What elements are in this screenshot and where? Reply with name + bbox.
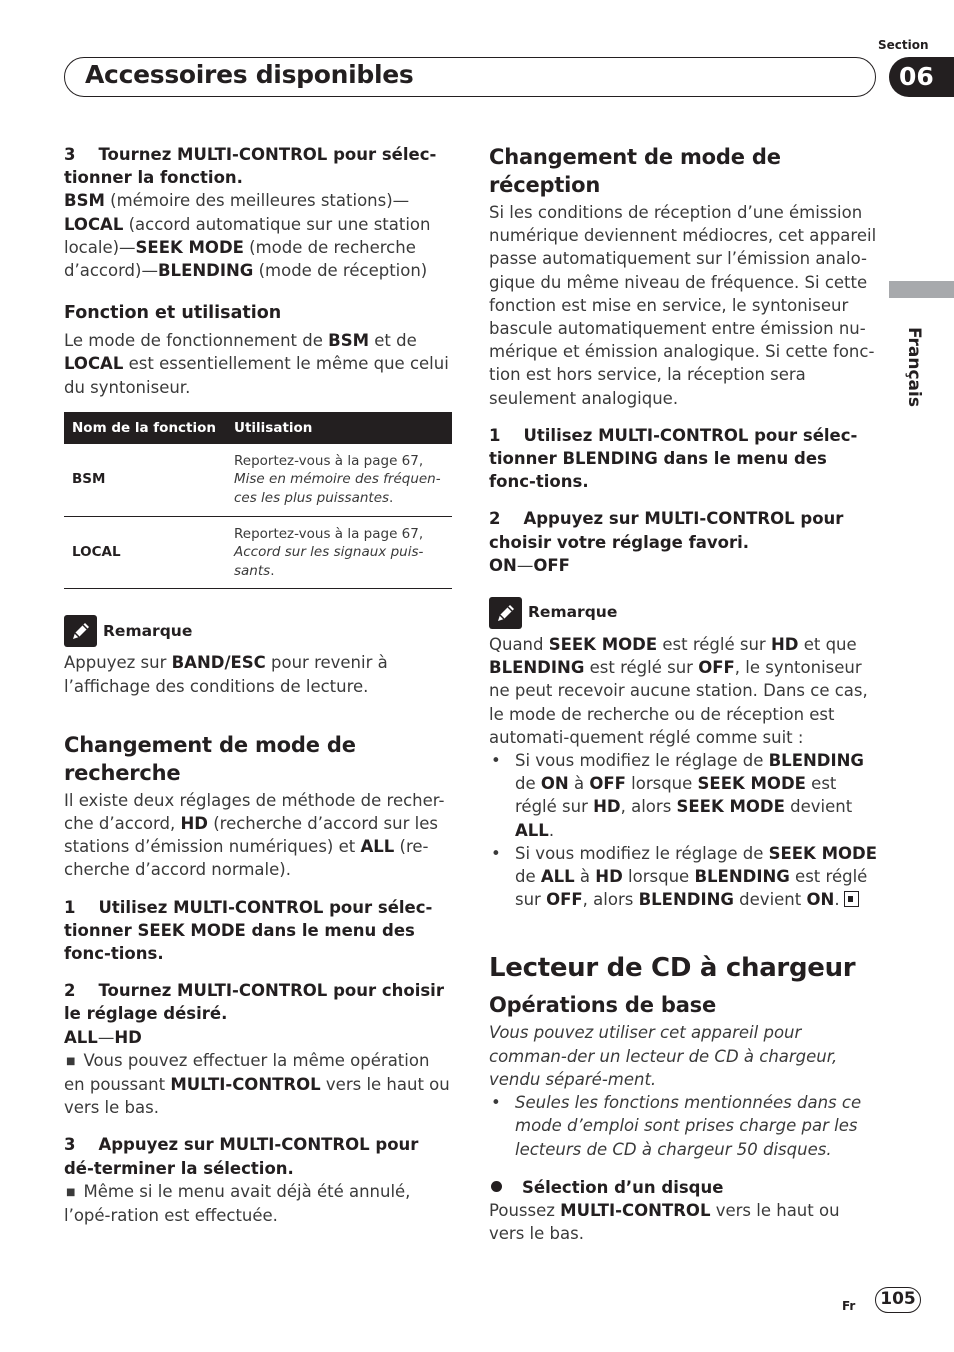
disc-selection-body: Poussez MULTI-CONTROL vers le haut ou vers le bas. [489, 1200, 840, 1244]
table-header-name: Nom de la fonction [64, 412, 226, 444]
table-header-row [64, 412, 452, 444]
step-3-confirm: 3 Appuyez sur MULTI-CONTROL pour dé-terminer la sélection. [64, 1135, 419, 1178]
pencil-icon [64, 615, 97, 647]
list-item: • Si vous modifiez le réglage de SEEK MODE de ALL à HD lorsque BLENDING est réglé sur OFF, alors BLENDING devient ON. [489, 842, 877, 912]
table-header-usage: Utilisation [226, 412, 452, 444]
step-2-favorite: 2 Appuyez sur MULTI-CONTROL pour choisir votre réglage favori. [489, 509, 844, 552]
table-row [64, 444, 452, 516]
square-bullet-icon: ■ [66, 1186, 76, 1198]
table-cell-name: BSM [64, 444, 226, 516]
remark-heading: Remarque [489, 597, 877, 629]
fonction-body: Le mode de fonctionnement de BSM et de LOCAL est essentiellement le même que celui du syntoniseur. [64, 331, 449, 397]
page-title: Accessoires disponibles [85, 60, 414, 89]
table-cell-name: LOCAL [64, 516, 226, 589]
step-3-select-function: 3 Tournez MULTI-CONTROL pour sélec-tionner la fonction. [64, 145, 437, 188]
basic-operations-heading: Opérations de base [489, 993, 717, 1018]
recherche-body: Il existe deux réglages de méthode de recher-che d’accord, HD (recherche d’accord sur les stations d’émission numériques) et ALL (re-cherche d’accord normale). [64, 790, 445, 880]
recherche-heading: Changement de mode de recherche [64, 732, 356, 785]
disc-selection-heading: Sélection d’un disque [489, 1176, 877, 1199]
table-cell-usage: Reportez-vous à la page 67, Mise en mémoire des fréquen-ces les plus puissantes. [226, 444, 452, 516]
table-cell-usage: Reportez-vous à la page 67, Accord sur les signaux puis-sants. [226, 516, 452, 589]
footer-language: Fr [842, 1299, 856, 1313]
step-1-blending: 1 Utilisez MULTI-CONTROL pour sélec-tionner BLENDING dans le menu des fonc-tions. [489, 425, 858, 492]
page-number: 105 [875, 1287, 921, 1313]
language-label: Français [904, 327, 924, 407]
remark-body: Quand SEEK MODE est réglé sur HD et que BLENDING est réglé sur OFF, le syntoniseur ne peut recevoir aucune station. Dans ce cas, le mode de recherche ou de réception est automati-quement réglé comme suit : [489, 635, 868, 747]
reception-body: Si les conditions de réception d’une émission numérique deviennent médiocres, cet appareil passe automatiquement sur l’émission analo-gique du même niveau de fréquence. Si cette fonction est mise en service, le syntoniseur bascule automatiquement entre émission nu-mérique et émission analogique. Si cette fonc-tion est hors service, la réception sera seulement analogique. [489, 203, 877, 408]
cd-changer-heading: Lecteur de CD à chargeur [489, 953, 856, 984]
table-row [64, 516, 452, 589]
section-number-badge: 06 [889, 57, 954, 97]
cd-intro: Vous pouvez utiliser cet appareil pour comman-der un lecteur de CD à chargeur, vendu séparé-ment. [489, 1023, 838, 1089]
remark-heading: Remarque [64, 615, 452, 647]
reception-heading: Changement de mode de réception [489, 145, 781, 197]
function-table [64, 412, 452, 590]
end-of-section-icon [844, 891, 859, 907]
remark-body: Appuyez sur BAND/ESC pour revenir à l’affichage des conditions de lecture. [64, 653, 388, 696]
language-tab [889, 281, 954, 298]
list-item: • Seules les fonctions mentionnées dans ce mode d’emploi sont prises charge par les lecteurs de CD à chargeur 50 disques. [489, 1091, 877, 1161]
right-column [489, 143, 877, 1245]
step-2-note: ■ Vous pouvez effectuer la même opération en poussant MULTI-CONTROL vers le haut ou vers le bas. [64, 1050, 450, 1118]
step-2-options: ON—OFF [489, 555, 570, 575]
pencil-icon [489, 597, 522, 629]
step-1-seek-mode: 1 Utilisez MULTI-CONTROL pour sélec-tionner SEEK MODE dans le menu des fonc-tions. [64, 897, 433, 964]
step-2-options: ALL—HD [64, 1027, 142, 1047]
list-item: • Si vous modifiez le réglage de BLENDING de ON à OFF lorsque SEEK MODE est réglé sur HD, alors SEEK MODE devient ALL. [489, 749, 877, 842]
function-options: BSM (mémoire des meilleures stations)—LOCAL (accord automatique sur une station locale)—SEEK MODE (mode de recherche d’accord)—BLENDING (mode de réception) [64, 191, 431, 281]
left-column [64, 143, 452, 1227]
fonction-heading: Fonction et utilisation [64, 303, 282, 324]
step-2-choose-setting: 2 Tournez MULTI-CONTROL pour choisir le réglage désiré. [64, 981, 444, 1024]
section-label: Section [878, 38, 929, 52]
step-3-note: ■ Même si le menu avait déjà été annulé, l’opé-ration est effectuée. [64, 1181, 411, 1226]
bullet-dot-icon [491, 1181, 502, 1192]
square-bullet-icon: ■ [66, 1055, 76, 1067]
